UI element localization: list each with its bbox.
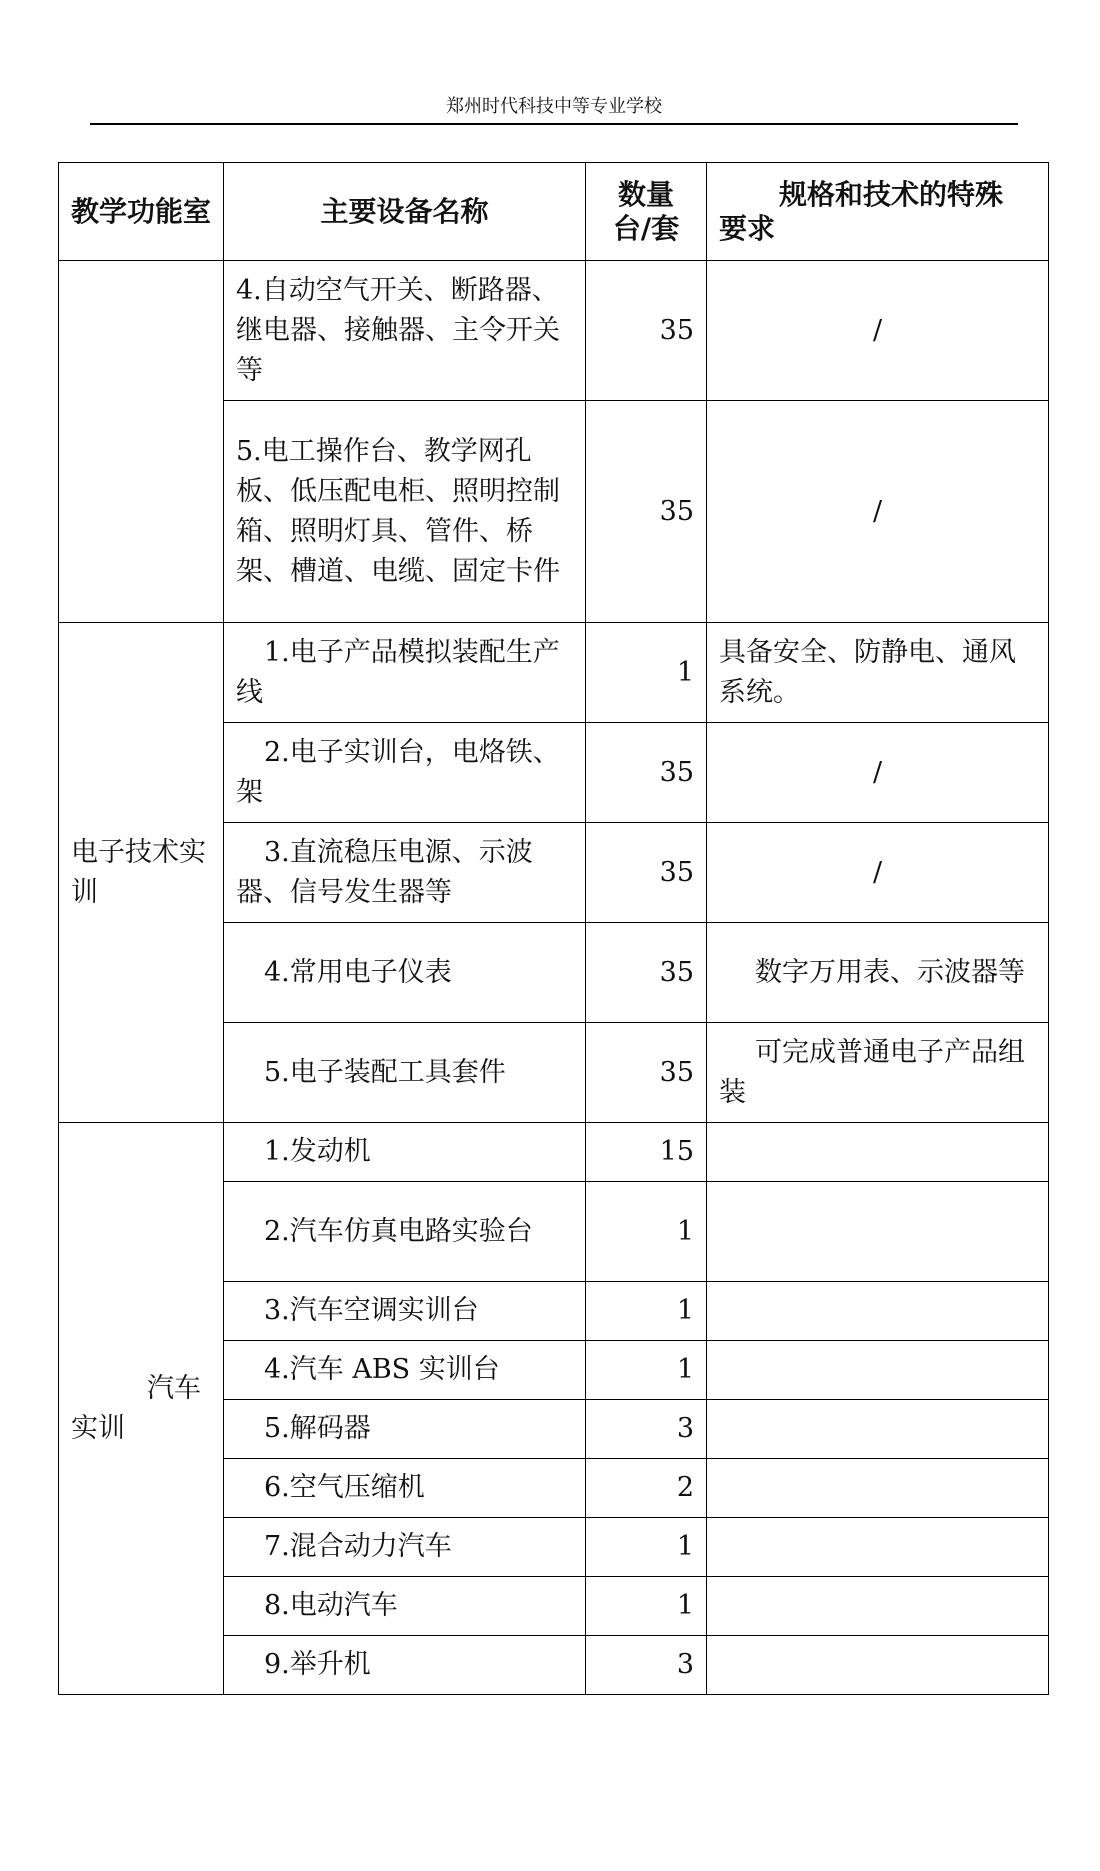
- equipment-spec: [707, 1123, 1049, 1182]
- equipment-name: 5.电工操作台、教学网孔板、低压配电柜、照明控制箱、照明灯具、管件、桥架、槽道、电缆、固定卡件: [224, 401, 586, 623]
- automotive-room-line2: 实训: [71, 1412, 125, 1444]
- equipment-name: 4.汽车 ABS 实训台: [224, 1341, 586, 1400]
- col-header-qty: [586, 163, 707, 261]
- equipment-name: 2.电子实训台，电烙铁、架: [224, 723, 586, 823]
- equipment-name: 9.举升机: [224, 1636, 586, 1695]
- table-row: [59, 623, 1049, 723]
- equipment-spec: /: [707, 823, 1049, 923]
- automotive-room-line1: 汽车: [147, 1372, 201, 1404]
- equipment-name: 6.空气压缩机: [224, 1459, 586, 1518]
- table-header-row: [59, 163, 1049, 261]
- qty-header-line1: 数量: [617, 177, 674, 211]
- equipment-qty: 35: [586, 823, 707, 923]
- header-rule: [90, 123, 1018, 125]
- equipment-spec: 可完成普通电子产品组装: [707, 1023, 1049, 1123]
- equipment-spec: [707, 1341, 1049, 1400]
- equipment-table: [58, 162, 1049, 1695]
- equipment-qty: 2: [586, 1459, 707, 1518]
- equipment-qty: 35: [586, 1023, 707, 1123]
- equipment-qty: 35: [586, 723, 707, 823]
- equipment-name: 8.电动汽车: [224, 1577, 586, 1636]
- equipment-spec: [707, 1182, 1049, 1282]
- spec-header-line2: 要求: [719, 211, 776, 245]
- equipment-name: 4.常用电子仪表: [224, 923, 586, 1023]
- col-header-name: 主要设备名称: [224, 163, 586, 261]
- equipment-name: 1.发动机: [224, 1123, 586, 1182]
- equipment-spec: /: [707, 261, 1049, 401]
- page-header: 郑州时代科技中等专业学校: [446, 96, 662, 117]
- col-header-room: 教学功能室: [59, 163, 224, 261]
- spec-header-line1: 规格和技术的特殊: [779, 177, 1004, 211]
- table-row: [59, 1123, 1049, 1182]
- equipment-qty: 1: [586, 623, 707, 723]
- equipment-spec: [707, 1459, 1049, 1518]
- equipment-qty: 35: [586, 261, 707, 401]
- equipment-qty: 1: [586, 1182, 707, 1282]
- equipment-spec: [707, 1400, 1049, 1459]
- equipment-name: 4.自动空气开关、断路器、继电器、接触器、主令开关等: [224, 261, 586, 401]
- equipment-spec: /: [707, 723, 1049, 823]
- equipment-qty: 35: [586, 401, 707, 623]
- equipment-spec: [707, 1577, 1049, 1636]
- room-cell-continued: [59, 261, 224, 623]
- equipment-spec: /: [707, 401, 1049, 623]
- equipment-name: 7.混合动力汽车: [224, 1518, 586, 1577]
- equipment-qty: 1: [586, 1577, 707, 1636]
- equipment-spec: 数字万用表、示波器等: [707, 923, 1049, 1023]
- equipment-name: 5.电子装配工具套件: [224, 1023, 586, 1123]
- equipment-spec: [707, 1518, 1049, 1577]
- equipment-spec: 具备安全、防静电、通风系统。: [707, 623, 1049, 723]
- equipment-qty: 1: [586, 1518, 707, 1577]
- equipment-qty: 35: [586, 923, 707, 1023]
- equipment-spec: [707, 1282, 1049, 1341]
- col-header-spec: [707, 163, 1049, 261]
- equipment-spec: [707, 1636, 1049, 1695]
- table-row: [59, 261, 1049, 401]
- equipment-qty: 1: [586, 1282, 707, 1341]
- equipment-name: 3.汽车空调实训台: [224, 1282, 586, 1341]
- equipment-qty: 3: [586, 1636, 707, 1695]
- room-cell-electronics: 电子技术实训: [59, 623, 224, 1123]
- equipment-name: 3.直流稳压电源、示波器、信号发生器等: [224, 823, 586, 923]
- equipment-qty: 3: [586, 1400, 707, 1459]
- equipment-name: 2.汽车仿真电路实验台: [224, 1182, 586, 1282]
- equipment-name: 1.电子产品模拟装配生产线: [224, 623, 586, 723]
- qty-header-line2: 台/套: [612, 211, 680, 245]
- room-cell-automotive: [59, 1123, 224, 1695]
- equipment-name: 5.解码器: [224, 1400, 586, 1459]
- equipment-qty: 1: [586, 1341, 707, 1400]
- equipment-qty: 15: [586, 1123, 707, 1182]
